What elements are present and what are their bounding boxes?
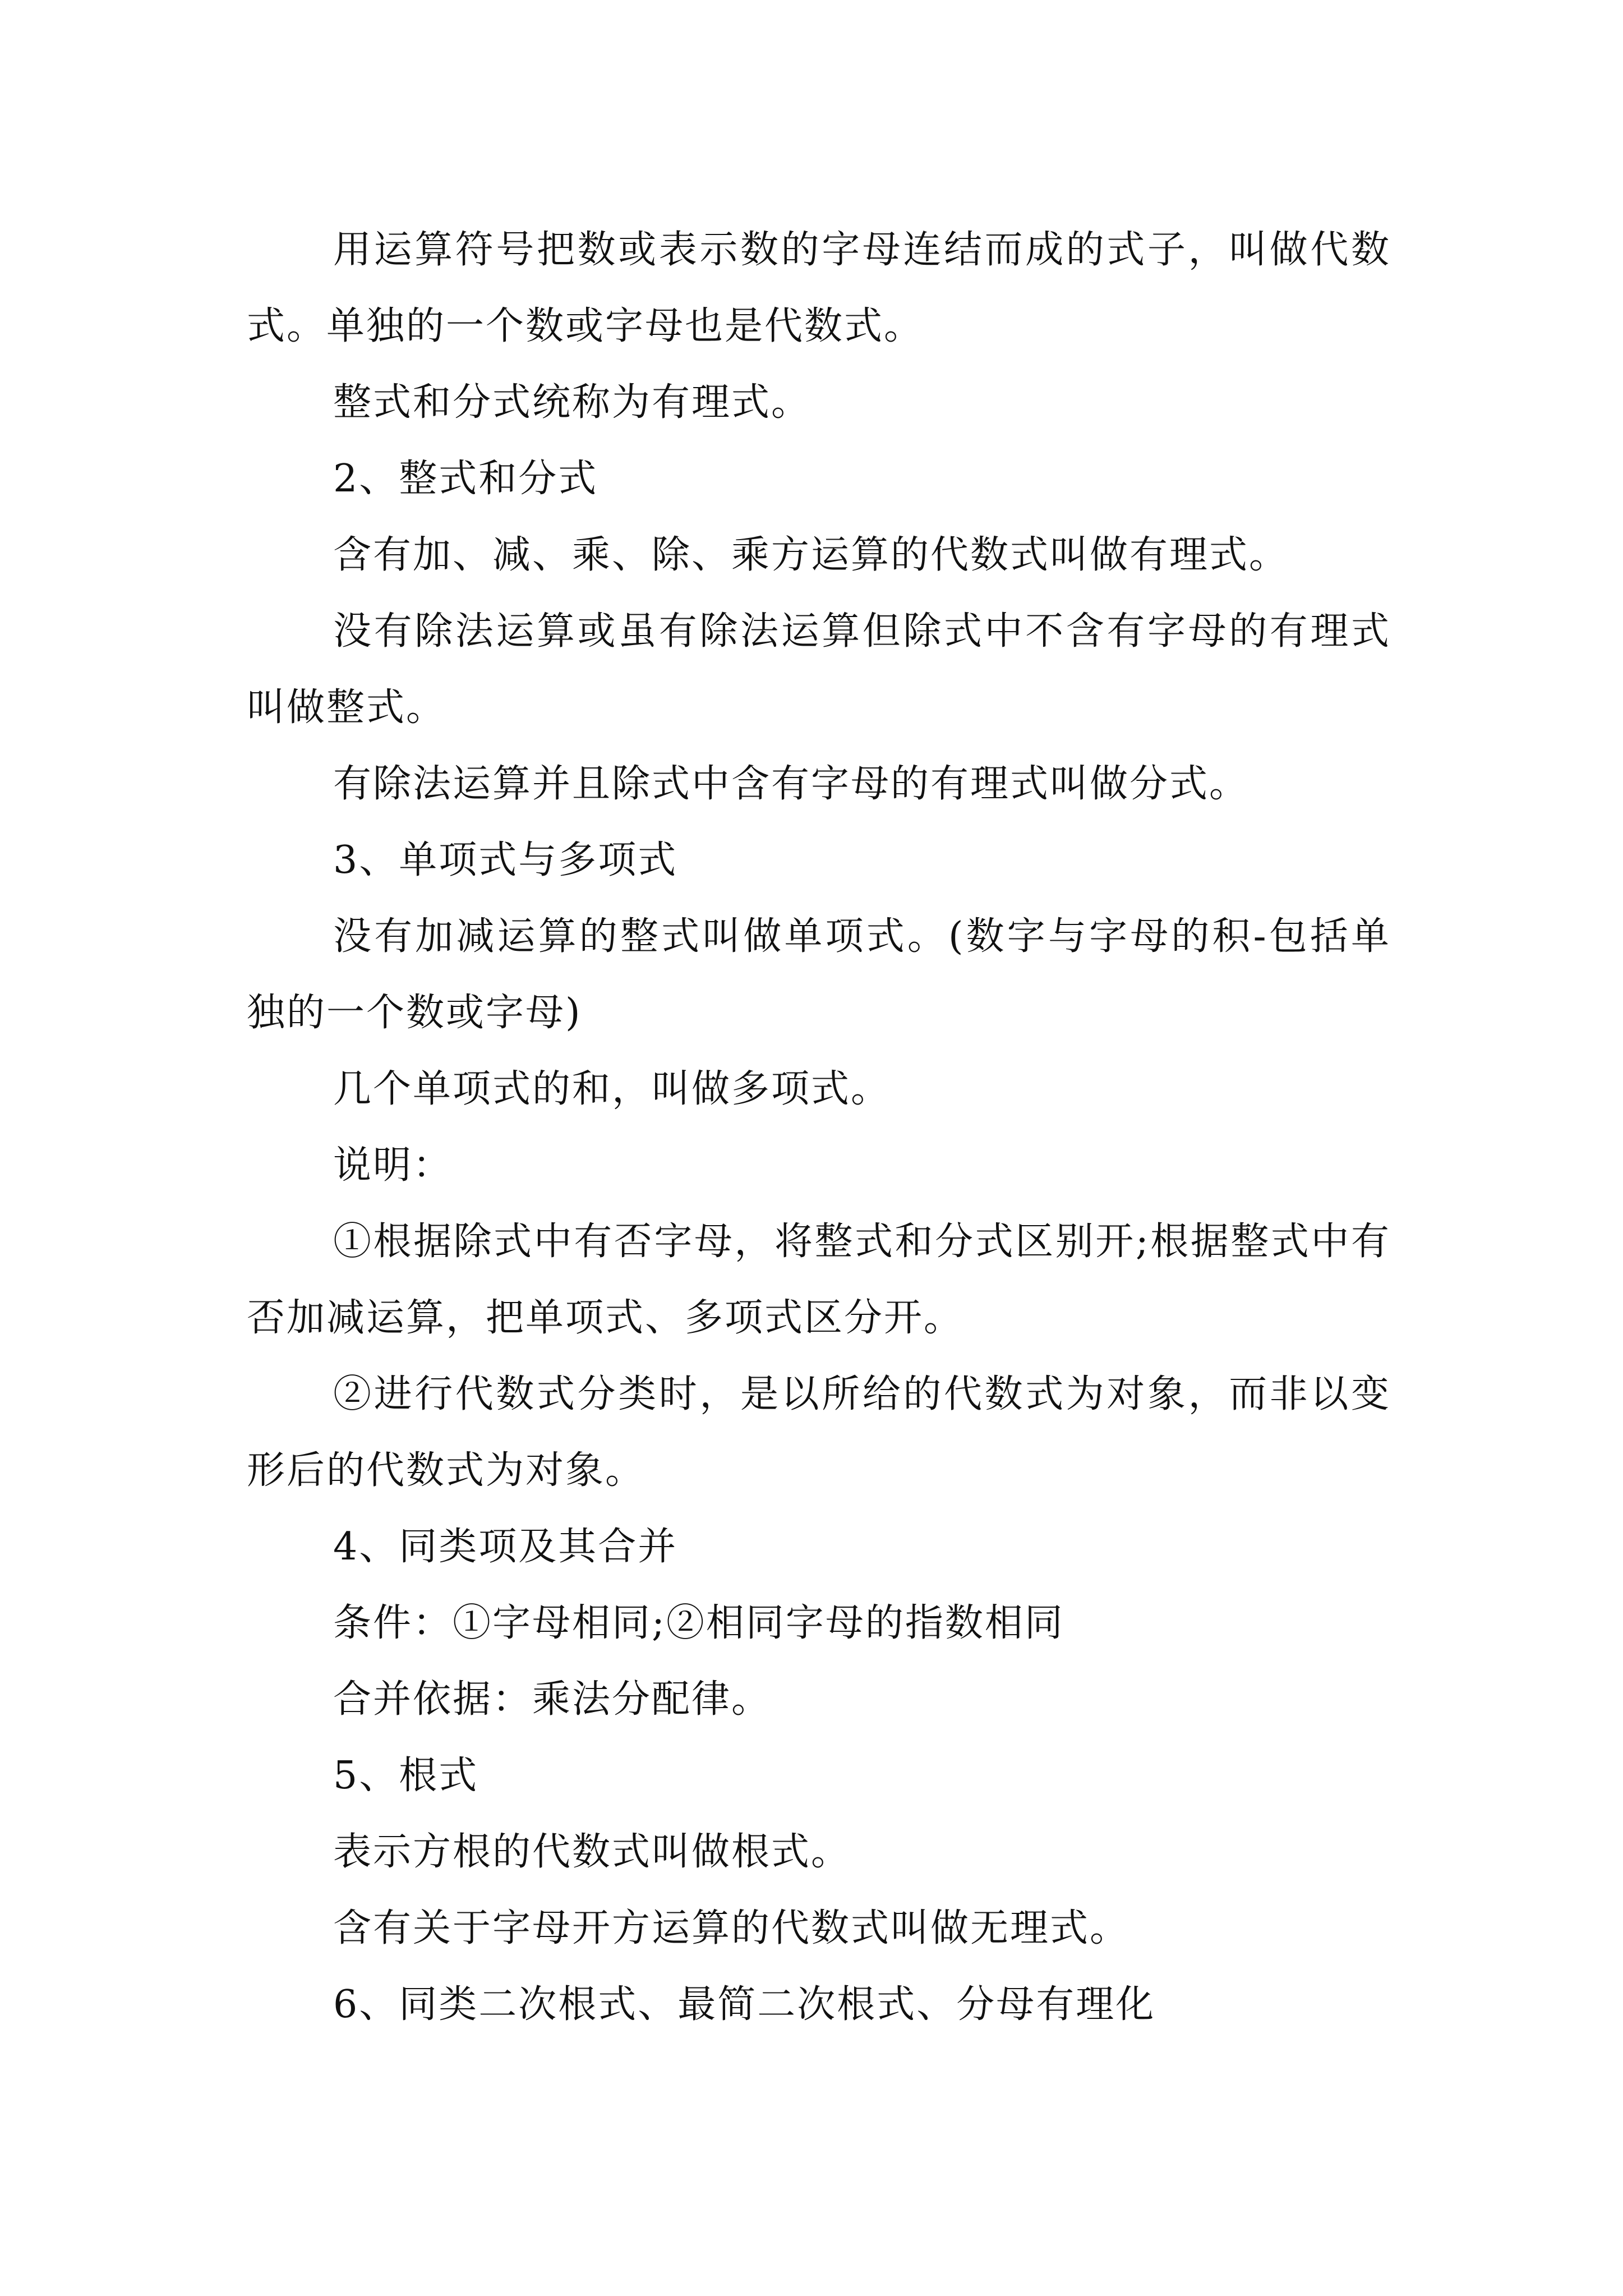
paragraph-monomial-definition: 没有加减运算的整式叫做单项式。(数字与字母的积-包括单独的一个数或字母): [247, 914, 1391, 1035]
paragraph-like-terms-conditions: 条件：①字母相同;②相同字母的指数相同: [333, 1601, 1064, 1645]
paragraph-fractional-expression-definition: 有除法运算并且除式中含有字母的有理式叫做分式。: [333, 762, 1249, 806]
paragraph-like-terms-basis: 合并依据：乘法分配律。: [333, 1677, 772, 1722]
paragraph-explanation-label: 说明：: [333, 1143, 453, 1188]
section-heading-like-terms: 4、同类项及其合并: [333, 1525, 678, 1569]
paragraph-explanation-point-2: ②进行代数式分类时，是以所给的代数式为对象，而非以变形后的代数式为对象。: [247, 1372, 1391, 1493]
section-heading-quadratic-radicals: 6、同类二次根式、最简二次根式、分母有理化: [333, 1982, 1156, 2027]
paragraph-rational-expression-definition: 含有加、减、乘、除、乘方运算的代数式叫做有理式。: [333, 533, 1289, 577]
paragraph-radical-expression-definition: 表示方根的代数式叫做根式。: [333, 1830, 851, 1874]
section-heading-monomial-and-polynomial: 3、单项式与多项式: [333, 838, 678, 882]
section-heading-integral-and-fractional: 2、整式和分式: [333, 457, 598, 501]
paragraph-algebraic-expression-definition: 用运算符号把数或表示数的字母连结而成的式子，叫做代数式。单独的一个数或字母也是代数式。: [247, 228, 1391, 348]
paragraph-explanation-point-1: ①根据除式中有否字母，将整式和分式区别开;根据整式中有否加减运算，把单项式、多项式区分开。: [247, 1220, 1391, 1340]
paragraph-integral-expression-definition: 没有除法运算或虽有除法运算但除式中不含有字母的有理式叫做整式。: [247, 609, 1391, 730]
paragraph-polynomial-definition: 几个单项式的和，叫做多项式。: [333, 1067, 891, 1111]
section-heading-radical-expressions: 5、根式: [333, 1754, 479, 1798]
paragraph-rational-expression-summary: 整式和分式统称为有理式。: [333, 380, 811, 425]
paragraph-irrational-expression-definition: 含有关于字母开方运算的代数式叫做无理式。: [333, 1906, 1130, 1950]
document-body: [247, 212, 1391, 2043]
